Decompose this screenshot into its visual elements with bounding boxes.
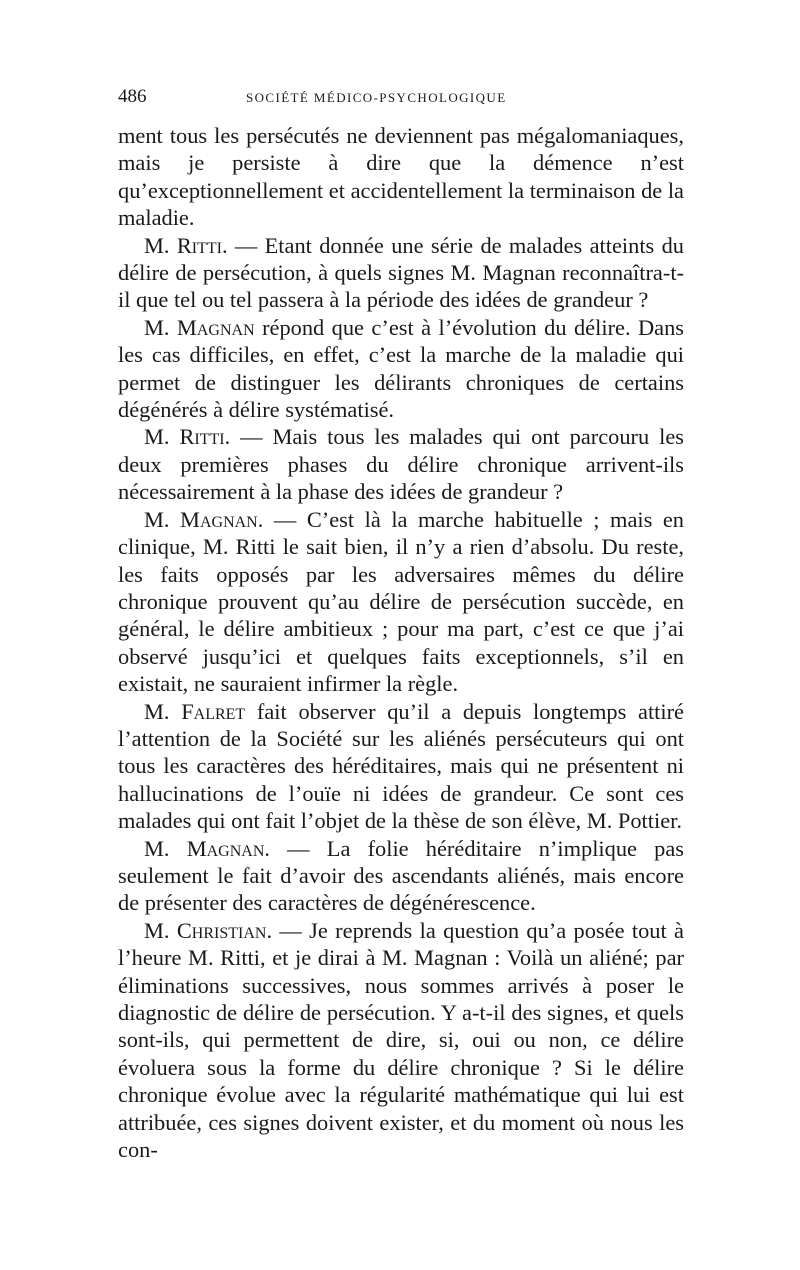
speaker-name: M. Ritti. — [144, 424, 273, 450]
paragraph-continuation [118, 122, 684, 232]
paragraph-magnan-marche [118, 506, 684, 698]
running-head [118, 86, 684, 122]
speaker-name: M. Ritti. — [144, 232, 265, 258]
speaker-name: M. Magnan. — [144, 506, 307, 532]
speaker-name: M. Magnan. — [144, 835, 327, 861]
paragraph-text: ment tous les persécutés ne deviennent pas mégalomaniaques, mais je persiste à dire que la démence n’est qu’exceptionnellement et accidentellement la terminaison de la maladie. [118, 123, 684, 231]
paragraph-christian [118, 917, 684, 1164]
paragraph-text: Je reprends la question qu’a posée tout à l’heure M. Ritti, et je dirai à M. Magnan : Voilà un aliéné; par éliminations successives, nous sommes arrivés à poser le diagnostic de délire de persécution. Y a-t-il des signes, et quels sont-ils, qui permettent de dire, si, oui ou non, ce délire évoluera sous la forme du délire chronique ? Si le délire chronique évolue avec la régularité mathématique qui lui est attribuée, ces signes doivent exister, et du moment où nous les con- [118, 917, 684, 1163]
paragraph-ritti-followup [118, 423, 684, 505]
paragraph-text: Mais tous les malades qui ont parcouru les deux premières phases du délire chronique arrivent-ils nécessairement à la phase des idées de grandeur ? [118, 424, 685, 505]
body-text [118, 122, 684, 1163]
paragraph-text: Etant donnée une série de malades atteints du délire de persécution, à quels signes M. Magnan reconnaîtra-t-il que tel ou tel passera à la période des idées de grandeur ? [118, 232, 684, 313]
speaker-name: M. Magnan [144, 314, 263, 340]
paragraph-falret [118, 698, 684, 835]
book-page [118, 86, 684, 1163]
paragraph-text: répond que c’est à l’évolution du délire. Dans les cas difficiles, en effet, c’est la marche de la maladie qui permet de distinguer les délirants chroniques de certains dégénérés à délire systématisé. [118, 314, 685, 423]
paragraph-magnan-heredity [118, 835, 684, 917]
paragraph-text: C’est là la marche habituelle ; mais en clinique, M. Ritti le sait bien, il n’y a rien d’absolu. Du reste, les faits opposés par les adversaires mêmes du délire chronique prouvent qu’au délire de persécution succède, en général, le délire ambitieux ; pour ma part, c’est ce que j’ai observé jusqu’ici et quelques faits exceptionnels, s’il en existait, ne sauraient infirmer la règle. [118, 506, 684, 697]
paragraph-text: La folie héréditaire n’implique pas seulement le fait d’avoir des ascendants aliénés, mais encore de présenter des caractères de dégénérescence. [118, 835, 684, 916]
paragraph-magnan-reply [118, 314, 684, 424]
running-title: SOCIÉTÉ MÉDICO-PSYCHOLOGIQUE [246, 90, 507, 105]
speaker-name: M. Falret [144, 698, 257, 724]
page-number: 486 [118, 86, 147, 107]
paragraph-ritti-question [118, 232, 684, 314]
paragraph-text: fait observer qu’il a depuis longtemps attiré l’attention de la Société sur les aliénés persécuteurs qui ont tous les caractères des héréditaires, mais qui ne présentent ni hallucinations de l’ouïe ni idées de grandeur. Ce sont ces malades qui ont fait l’objet de la thèse de son élève, M. Pottier. [118, 698, 684, 834]
speaker-name: M. Christian. — [144, 917, 310, 943]
